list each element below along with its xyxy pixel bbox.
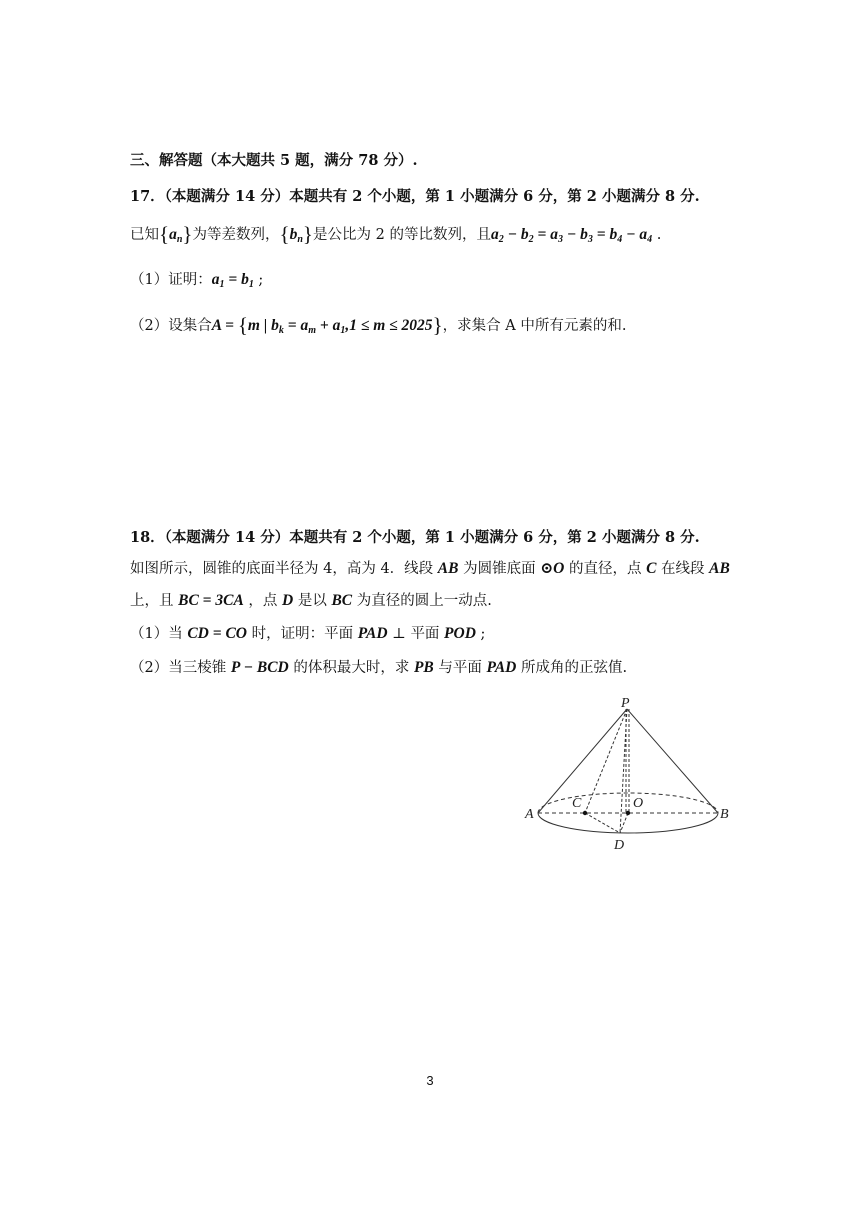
q17-header: 17．（本题满分 14 分）本题共有 2 个小题，第 1 小题满分 6 分，第 2 小题满分 8 分. xyxy=(130,188,700,205)
set-a-formula: A = {m | $b_k = a_m + a_1,1 \le m \le 2025$} xyxy=(211,313,443,337)
section-title: 三、解答题（本大题共 5 题，满分 78 分）. xyxy=(130,152,418,169)
q18-text: 为直径的圆上一动点. xyxy=(356,593,492,609)
label-b: B xyxy=(720,807,729,822)
seq-a-formula: $\{a_n\}$ xyxy=(159,222,193,246)
q18-text: 时，证明：平面 xyxy=(251,626,354,642)
q18-stem-line2 xyxy=(130,591,492,611)
point-c: C xyxy=(646,560,657,577)
q18-part2 xyxy=(130,658,627,678)
q18-text: （2）当三棱锥 xyxy=(130,660,227,676)
base-ellipse-back xyxy=(538,793,718,813)
label-d: D xyxy=(614,838,625,853)
segment-cd xyxy=(585,813,620,833)
q17-stem-text-2: 为等差数列， xyxy=(192,227,280,243)
plane-pad: PAD xyxy=(357,625,388,642)
seq-b-formula: $\{b_n\}$ xyxy=(279,222,313,246)
segment-pb: PB xyxy=(413,659,434,676)
pyramid-p-bcd: P − BCD xyxy=(230,659,289,676)
q18-part1: （1）当 CD = CO 时，证明：平面 PAD ⊥ 平面 POD ; xyxy=(130,625,486,642)
label-c: C xyxy=(572,796,582,811)
segment-pc xyxy=(585,709,627,813)
q18-text: 是以 xyxy=(297,593,327,609)
cone-figure xyxy=(520,695,740,860)
q18-text: 的体积最大时，求 xyxy=(293,660,410,676)
circle-o: ⊙O xyxy=(540,560,565,577)
q17-part1: （1）证明：$a_1 = b_1$ ; xyxy=(130,271,264,290)
q18-text: 所成角的正弦值. xyxy=(520,660,628,676)
q17-part1-label: （1）证明： xyxy=(130,272,212,288)
q17-condition-formula: $a_2 - b_2 = a_3 - b_3 = b_4 - a_4$ xyxy=(490,226,653,245)
q17-part2-label: （2）设集合 xyxy=(130,318,212,334)
q18-text: （1）当 xyxy=(130,626,183,642)
q18-text: 平面 xyxy=(410,626,440,642)
q17-part2 xyxy=(130,315,626,341)
segment-bc: BC xyxy=(331,592,353,609)
label-p: P xyxy=(621,696,630,711)
q17-stem-text-1: 已知 xyxy=(130,227,159,243)
point-c-dot xyxy=(583,811,587,815)
segment-ab: AB xyxy=(437,560,459,577)
q18-text: 在线段 xyxy=(661,561,705,577)
q18-text: 与平面 xyxy=(438,660,482,676)
q18-text: ，点 xyxy=(248,593,278,609)
bc-equals-3ca: BC = 3CA xyxy=(178,592,244,609)
q18-text: 的直径，点 xyxy=(568,561,642,577)
q17-part1-formula: $a_1 = b_1$ xyxy=(211,271,254,290)
cd-equals-co: CD = CO xyxy=(187,625,247,642)
point-d: D xyxy=(282,592,294,609)
q17-part2-tail: ，求集合 A 中所有元素的和. xyxy=(442,318,627,334)
page-number: 3 xyxy=(426,1073,434,1088)
plane-pad: PAD xyxy=(486,659,517,676)
label-o: O xyxy=(633,796,644,811)
q18-text: 上，且 xyxy=(130,593,174,609)
q18-text: 为圆锥底面 xyxy=(463,561,536,577)
segment-ab: AB xyxy=(709,560,730,577)
plane-pod: POD xyxy=(444,625,476,642)
q17-stem-text-3: 是公比为 2 的等比数列，且 xyxy=(313,227,491,243)
q18-stem-line1 xyxy=(130,559,730,579)
base-ellipse-front xyxy=(538,813,718,833)
point-o-dot xyxy=(626,811,630,815)
label-a: A xyxy=(525,807,534,822)
q18-text: 如图所示，圆锥的底面半径为 4，高为 4．线段 xyxy=(130,561,434,577)
q17-stem: 已知$\{a_n\}$为等差数列，$\{b_n\}$是公比为 2 的等比数列，且$a_2 - b_2 = a_3 - b_3 = b_4 - a_4$ . xyxy=(130,222,662,246)
q18-header: 18．（本题满分 14 分）本题共有 2 个小题，第 1 小题满分 6 分，第 2 小题满分 8 分. xyxy=(130,529,700,546)
generatrix-pa xyxy=(538,709,627,813)
